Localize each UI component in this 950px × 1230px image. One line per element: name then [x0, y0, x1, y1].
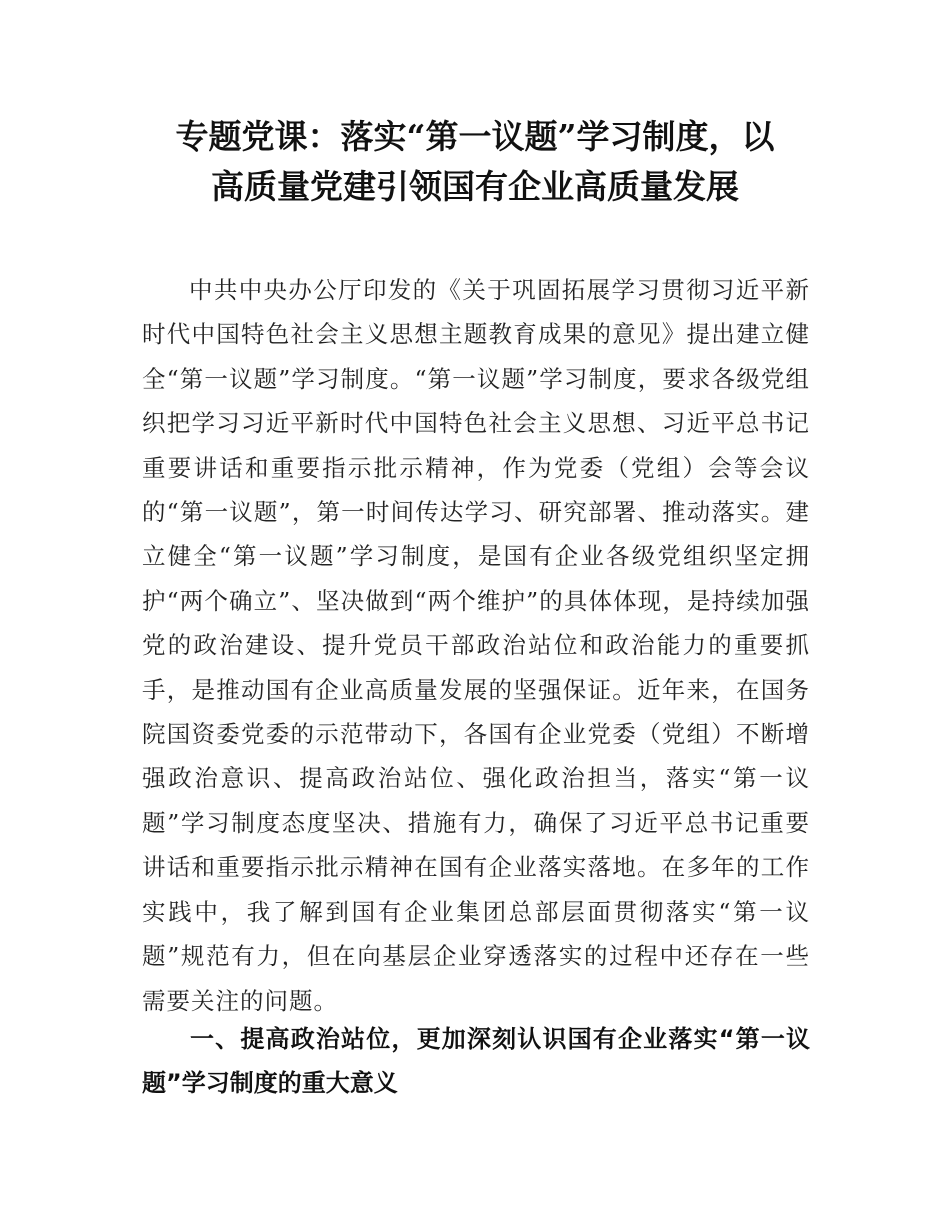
title-line-2: 高质量党建引领国有企业高质量发展 [211, 167, 739, 206]
body-paragraph-1: 中共中央办公厅印发的《关于巩固拓展学习贯彻习近平新时代中国特色社会主义思想主题教育成果的意见》提出建立健全“第一议题”学习制度。“第一议题”学习制度，要求各级党组织把学习习近平新时代中国特色社会主义思想、习近平总书记重要讲话和重要指示批示精神，作为党委（党组）会等会议的“第一议题”，第一时间传达学习、研究部署、推动落实。建立健全“第一议题”学习制度，是国有企业各级党组织坚定拥护“两个确立”、坚决做到“两个维护”的具体体现，是持续加强党的政治建设、提升党员干部政治站位和政治能力的重要抓手，是推动国有企业高质量发展的坚强保证。近年来，在国务院国资委党委的示范带动下，各国有企业党委（党组）不断增强政治意识、提高政治站位、强化政治担当，落实“第一议题”学习制度态度坚决、措施有力，确保了习近平总书记重要讲话和重要指示批示精神在国有企业落实落地。在多年的工作实践中，我了解到国有企业集团总部层面贯彻落实“第一议题”规范有力，但在向基层企业穿透落实的过程中还存在一些需要关注的问题。 [142, 276, 810, 1015]
section-heading-1: 一、提高政治站位，更加深刻认识国有企业落实“第一议题”学习制度的重大意义 [142, 1025, 810, 1097]
title-line-1: 专题党课：落实“第一议题”学习制度，以 [175, 117, 775, 156]
document-title [140, 112, 810, 212]
